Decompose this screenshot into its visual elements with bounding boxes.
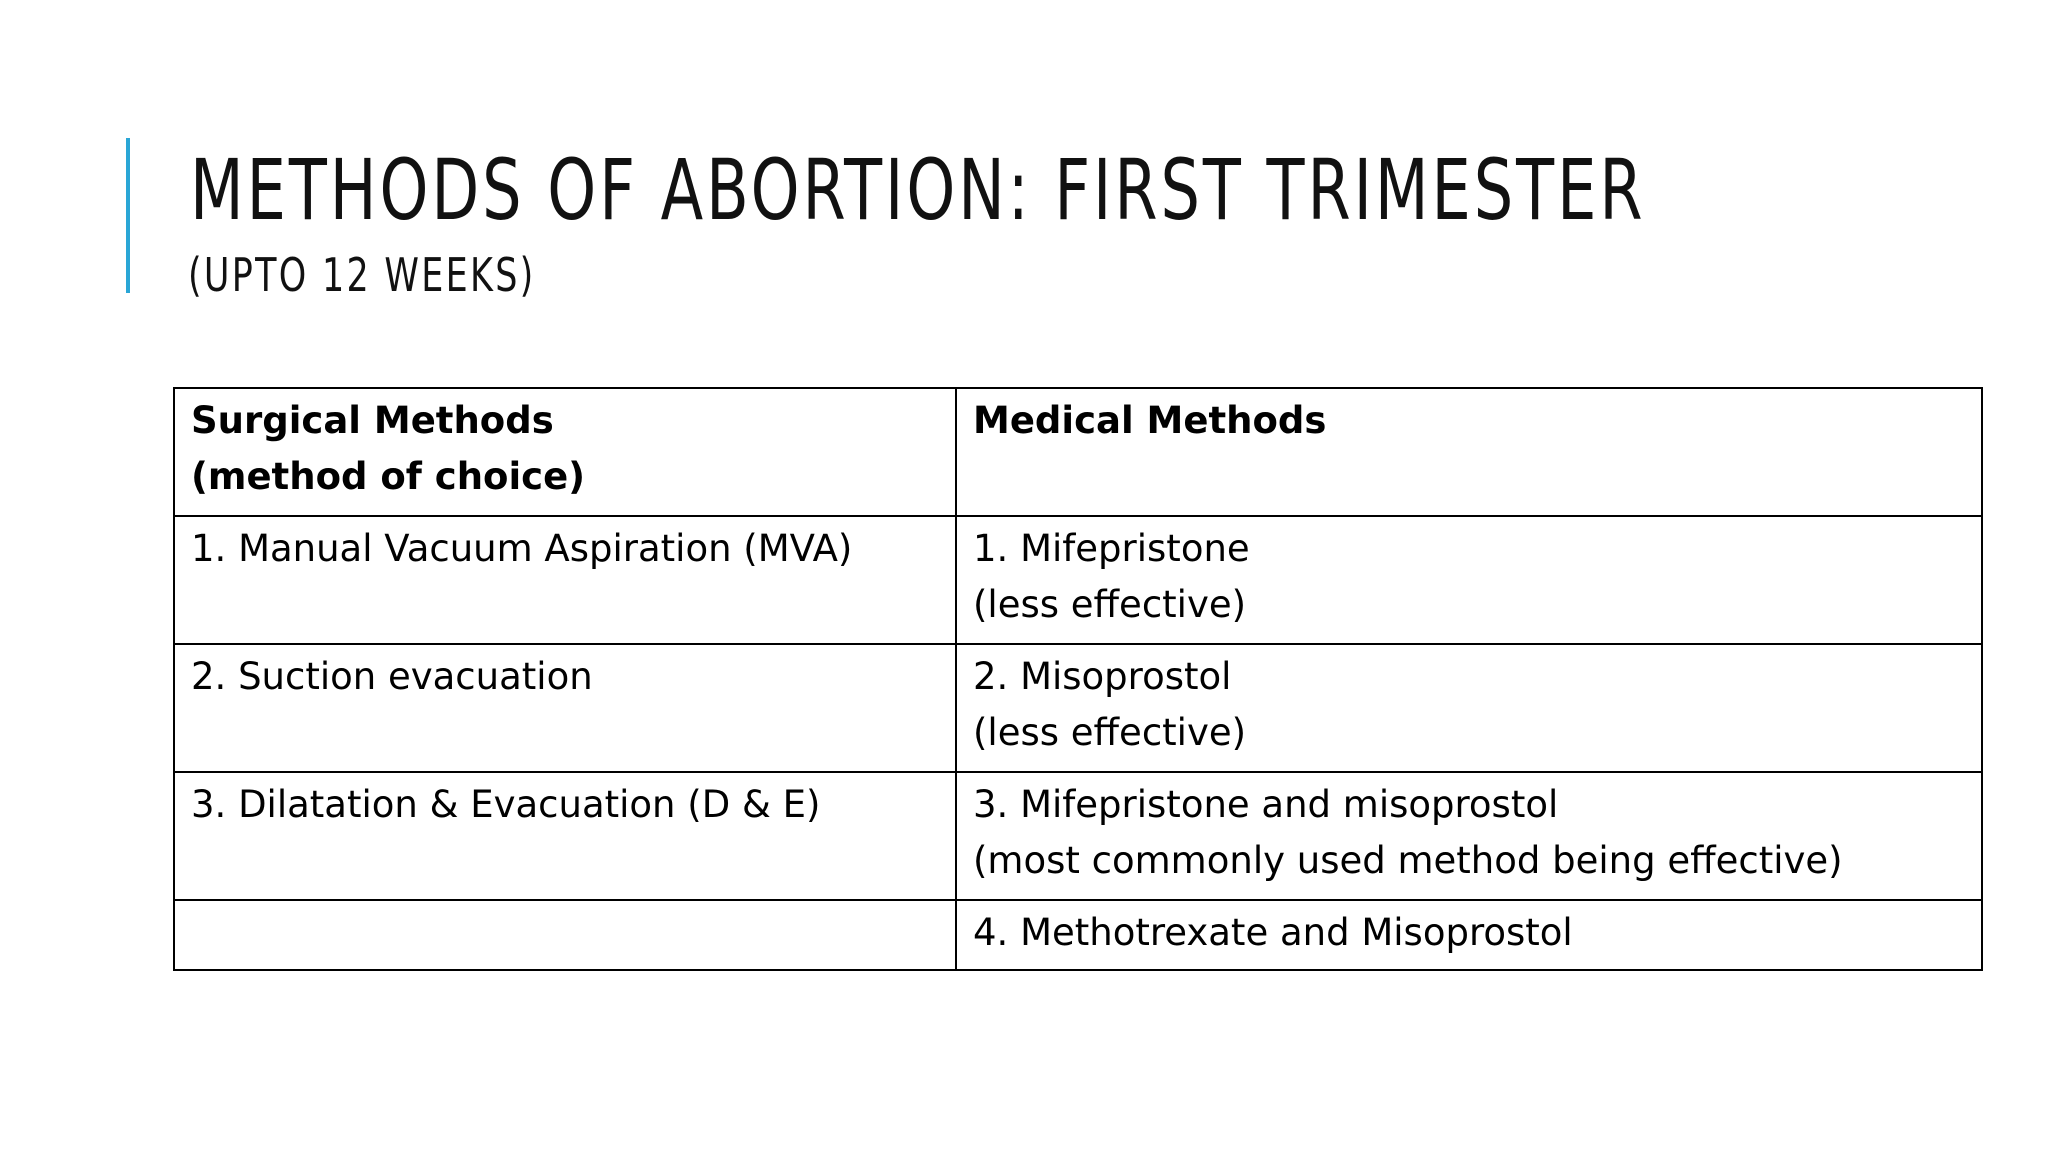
header-surgical-methods bbox=[174, 388, 956, 516]
medical-method-cell bbox=[956, 516, 1982, 644]
medical-method-cell bbox=[956, 644, 1982, 772]
surgical-method-cell bbox=[174, 644, 956, 772]
medical-method-note: (less effective) bbox=[973, 583, 1247, 626]
methods-table bbox=[173, 387, 1983, 971]
medical-method-text: 2. Misoprostol bbox=[973, 655, 1232, 698]
table-row bbox=[174, 516, 1982, 644]
medical-method-text: 1. Mifepristone bbox=[973, 527, 1250, 570]
header-surgical-note: (method of choice) bbox=[191, 455, 586, 498]
medical-method-note: (less effective) bbox=[973, 711, 1247, 754]
slide-subtitle: (UPTO 12 WEEKS) bbox=[188, 248, 536, 302]
surgical-method-text: 2. Suction evacuation bbox=[191, 655, 593, 698]
medical-method-note: (most commonly used method being effective) bbox=[973, 839, 1843, 882]
medical-method-text: 4. Methotrexate and Misoprostol bbox=[973, 911, 1573, 954]
surgical-method-cell bbox=[174, 772, 956, 900]
header-medical-title: Medical Methods bbox=[973, 399, 1327, 442]
surgical-method-cell-empty bbox=[174, 900, 956, 970]
table-row bbox=[174, 772, 1982, 900]
table-row bbox=[174, 900, 1982, 970]
header-medical-methods bbox=[956, 388, 1982, 516]
surgical-method-text: 3. Dilatation & Evacuation (D & E) bbox=[191, 783, 821, 826]
slide-title: METHODS OF ABORTION: FIRST TRIMESTER bbox=[190, 141, 1646, 239]
title-accent-bar bbox=[126, 138, 130, 293]
table-header-row bbox=[174, 388, 1982, 516]
header-surgical-title: Surgical Methods bbox=[191, 399, 554, 442]
surgical-method-text: 1. Manual Vacuum Aspiration (MVA) bbox=[191, 527, 853, 570]
medical-method-cell bbox=[956, 900, 1982, 970]
surgical-method-cell bbox=[174, 516, 956, 644]
table-row bbox=[174, 644, 1982, 772]
medical-method-cell bbox=[956, 772, 1982, 900]
medical-method-text: 3. Mifepristone and misoprostol bbox=[973, 783, 1559, 826]
